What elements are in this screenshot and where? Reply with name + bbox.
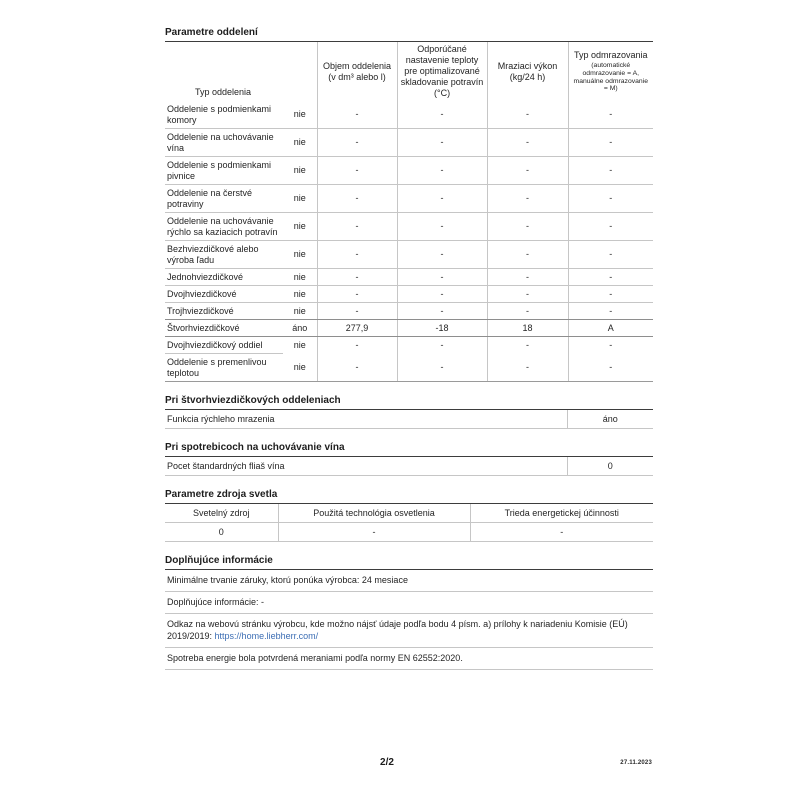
manufacturer-link-prefix: Odkaz na webovú stránku výrobcu, kde možno nájsť údaje podľa bodu 4 písm. a) prílohy k nariadeniu Komisie (EÚ) 2019/2019: xyxy=(167,619,628,641)
compartment-defrost: - xyxy=(568,354,653,382)
compartment-capacity: - xyxy=(487,354,568,382)
compartment-defrost: A xyxy=(568,320,653,337)
table-row xyxy=(165,101,653,129)
defrost-header-label: Typ odmrazovania xyxy=(573,50,648,61)
compartment-capacity: - xyxy=(487,129,568,157)
compartment-volume: - xyxy=(317,129,397,157)
four-star-section xyxy=(165,395,653,429)
compartment-present: nie xyxy=(283,241,317,269)
light-source-value: 0 xyxy=(165,523,278,542)
light-technology-header: Použitá technológia osvetlenia xyxy=(278,504,470,523)
compartment-temp: - xyxy=(397,213,487,241)
compartment-temp: - xyxy=(397,269,487,286)
compartment-defrost: - xyxy=(568,213,653,241)
energy-standard-row: Spotreba energie bola potvrdená meraniami podľa normy EN 62552:2020. xyxy=(165,648,653,670)
compartment-label: Oddelenie s podmienkami pivnice xyxy=(165,157,283,185)
compartment-temp: - xyxy=(397,303,487,320)
page-number: 2/2 xyxy=(380,757,394,768)
compartment-defrost: - xyxy=(568,185,653,213)
compartment-label: Oddelenie s premenlivou teplotou xyxy=(165,354,283,382)
compartment-present: nie xyxy=(283,129,317,157)
light-header-row xyxy=(165,504,653,523)
compartment-capacity: - xyxy=(487,286,568,303)
compartment-volume: - xyxy=(317,241,397,269)
compartment-label: Bezhviezdičkové alebo výroba ľadu xyxy=(165,241,283,269)
defrost-header-note: (automatické odmrazovanie = A, manuálne odmrazovanie = M) xyxy=(573,62,648,93)
table-row xyxy=(165,337,653,354)
compartment-present: nie xyxy=(283,269,317,286)
compartment-defrost: - xyxy=(568,286,653,303)
table-header-row xyxy=(165,42,653,101)
compartment-temp: - xyxy=(397,354,487,382)
column-header-volume: Objem oddelenia (v dm³ alebo l) xyxy=(317,42,397,101)
compartment-temp: - xyxy=(397,185,487,213)
compartment-temp: - xyxy=(397,286,487,303)
compartment-temp: -18 xyxy=(397,320,487,337)
document-content xyxy=(165,27,653,670)
manufacturer-link-row xyxy=(165,614,653,648)
compartment-volume: 277,9 xyxy=(317,320,397,337)
compartment-defrost: - xyxy=(568,303,653,320)
compartment-capacity: - xyxy=(487,157,568,185)
compartment-defrost: - xyxy=(568,337,653,354)
manufacturer-link[interactable]: https://home.liebherr.com/ xyxy=(214,631,319,641)
compartment-defrost: - xyxy=(568,129,653,157)
compartment-present: áno xyxy=(283,320,317,337)
compartment-defrost: - xyxy=(568,157,653,185)
wine-bottles-value: 0 xyxy=(567,457,653,476)
compartment-label: Oddelenie na uchovávanie vína xyxy=(165,129,283,157)
compartment-capacity: - xyxy=(487,337,568,354)
compartment-present: nie xyxy=(293,339,306,350)
compartment-label: Oddelenie s podmienkami komory xyxy=(165,101,283,129)
compartment-volume: - xyxy=(317,286,397,303)
compartment-volume: - xyxy=(317,337,397,354)
wine-table xyxy=(165,457,653,476)
compartment-label: Dvojhviezdičkové xyxy=(165,286,283,303)
compartment-present: nie xyxy=(283,303,317,320)
table-row xyxy=(165,157,653,185)
compartment-volume: - xyxy=(317,185,397,213)
light-energy-class-header: Trieda energetickej účinnosti xyxy=(470,504,653,523)
table-row xyxy=(165,286,653,303)
table-row xyxy=(165,269,653,286)
extra-info-row: Doplňujúce informácie: - xyxy=(165,592,653,614)
compartment-label: Jednohviezdičkové xyxy=(165,269,283,286)
compartment-temp: - xyxy=(397,129,487,157)
footer-date: 27.11.2023 xyxy=(620,760,652,766)
compartment-label: Dvojhviezdičkový oddiel xyxy=(165,337,283,354)
light-technology-value: - xyxy=(278,523,470,542)
compartment-present: nie xyxy=(283,354,317,382)
compartment-present: nie xyxy=(283,101,317,129)
compartment-capacity: - xyxy=(487,101,568,129)
compartment-defrost: - xyxy=(568,101,653,129)
compartment-capacity: 18 xyxy=(487,320,568,337)
wine-section xyxy=(165,442,653,476)
compartment-volume: - xyxy=(317,101,397,129)
table-row xyxy=(165,213,653,241)
compartment-present: nie xyxy=(283,185,317,213)
compartment-volume: - xyxy=(317,354,397,382)
warranty-info-row: Minimálne trvanie záruky, ktorú ponúka výrobca: 24 mesiace xyxy=(165,570,653,592)
fast-freeze-label: Funkcia rýchleho mrazenia xyxy=(165,410,567,429)
compartment-volume: - xyxy=(317,213,397,241)
compartment-label: Trojhviezdičkové xyxy=(165,303,283,320)
light-table xyxy=(165,504,653,542)
compartment-label: Oddelenie na uchovávanie rýchlo sa kaziacich potravín xyxy=(165,213,283,241)
table-row xyxy=(165,241,653,269)
column-header-temperature: Odporúčané nastavenie teploty pre optimalizované skladovanie potravín (°C) xyxy=(397,42,487,101)
four-star-table xyxy=(165,410,653,429)
compartment-temp: - xyxy=(397,101,487,129)
compartment-temp: - xyxy=(397,241,487,269)
compartment-present: nie xyxy=(283,286,317,303)
compartment-volume: - xyxy=(317,269,397,286)
table-row xyxy=(165,354,653,382)
compartment-defrost: - xyxy=(568,241,653,269)
four-star-section-title: Pri štvorhviezdičkových oddeleniach xyxy=(165,395,653,410)
light-section xyxy=(165,489,653,542)
table-row xyxy=(165,129,653,157)
compartment-present: nie xyxy=(283,157,317,185)
light-source-header: Svetelný zdroj xyxy=(165,504,278,523)
additional-info-title: Doplňujúce informácie xyxy=(165,555,653,570)
compartments-section-title: Parametre oddelení xyxy=(165,27,653,42)
light-section-title: Parametre zdroja svetla xyxy=(165,489,653,504)
compartment-capacity: - xyxy=(487,213,568,241)
compartment-label: Štvorhviezdičkové xyxy=(165,320,283,337)
compartment-capacity: - xyxy=(487,241,568,269)
light-energy-class-value: - xyxy=(470,523,653,542)
table-row-four-star xyxy=(165,320,653,337)
table-row xyxy=(165,410,653,429)
column-header-freezing-capacity: Mraziaci výkon (kg/24 h) xyxy=(487,42,568,101)
compartment-defrost: - xyxy=(568,269,653,286)
compartment-capacity: - xyxy=(487,303,568,320)
light-value-row xyxy=(165,523,653,542)
table-row xyxy=(165,303,653,320)
wine-bottles-label: Pocet štandardných fliaš vína xyxy=(165,457,567,476)
compartment-present: nie xyxy=(283,213,317,241)
compartments-table xyxy=(165,42,653,382)
compartment-label: Oddelenie na čerstvé potraviny xyxy=(165,185,283,213)
table-row xyxy=(165,457,653,476)
compartment-temp: - xyxy=(397,337,487,354)
compartment-capacity: - xyxy=(487,185,568,213)
column-header-defrost-type xyxy=(568,42,653,101)
table-row xyxy=(165,185,653,213)
column-header-type: Typ oddelenia xyxy=(195,87,252,97)
wine-section-title: Pri spotrebicoch na uchovávanie vína xyxy=(165,442,653,457)
compartment-temp: - xyxy=(397,157,487,185)
compartment-volume: - xyxy=(317,303,397,320)
fast-freeze-value: áno xyxy=(567,410,653,429)
compartment-capacity: - xyxy=(487,269,568,286)
compartment-volume: - xyxy=(317,157,397,185)
additional-info-section xyxy=(165,555,653,670)
